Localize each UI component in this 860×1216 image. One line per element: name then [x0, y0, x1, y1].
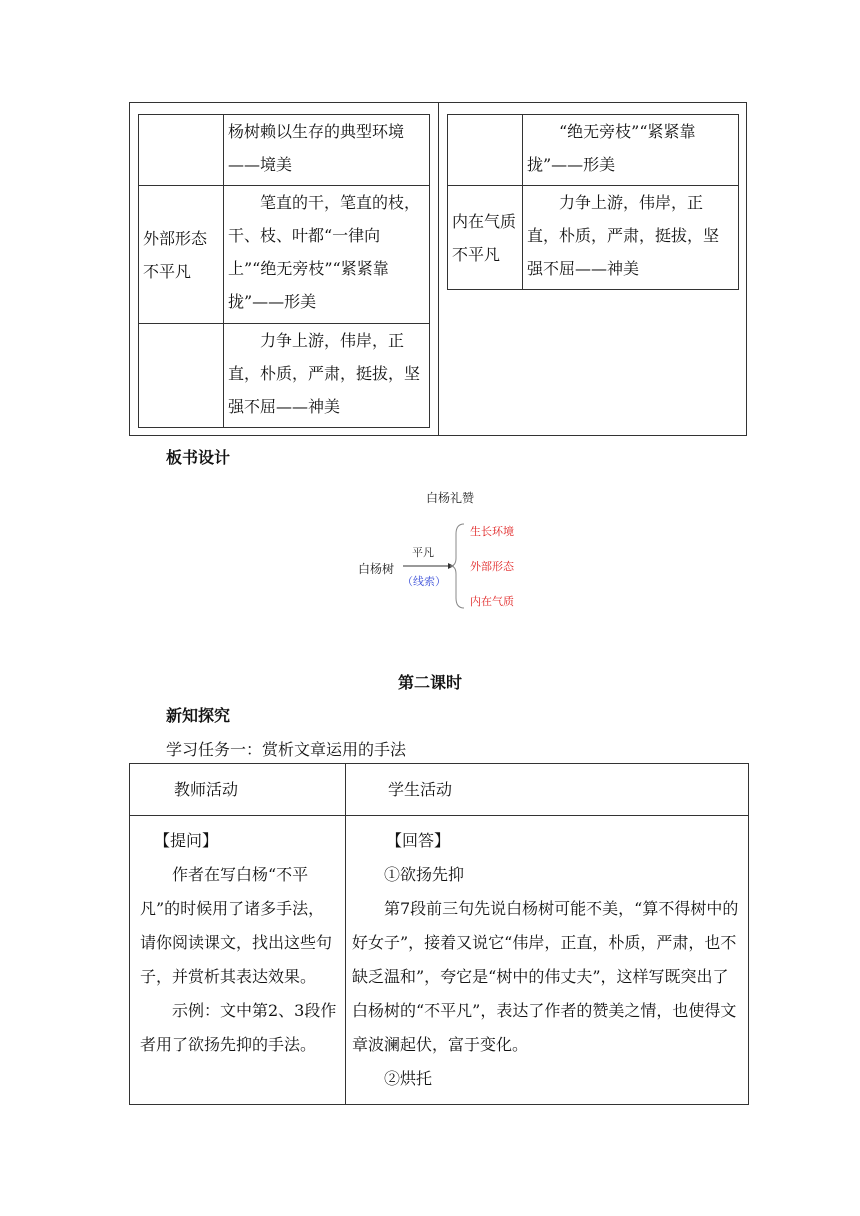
lesson-title: 第二课时 — [397, 673, 462, 692]
table-row — [130, 816, 749, 1105]
student-tag: 【回答】 — [386, 831, 451, 850]
table-header-row — [130, 764, 749, 816]
teacher-cell — [130, 816, 346, 1105]
student-item-1: ①欲扬先抑 — [384, 865, 465, 884]
row-content: “绝无旁枝”“紧紧靠拢”——形美 — [523, 115, 739, 186]
table-row — [448, 115, 739, 186]
teacher-example: 示例：文中第2、3段作者用了欲扬先抑的手法。 — [140, 1001, 337, 1054]
student-cell — [346, 816, 749, 1105]
board-root: 白杨树 — [358, 562, 395, 576]
row-content: 笔直的干，笔直的枝，干、枝、叶都“一律向上”“绝无旁枝”“紧紧靠拢”——形美 — [224, 186, 430, 324]
right-inner-table — [447, 114, 739, 290]
teacher-question: 作者在写白杨“不平凡”的时候用了诸多手法，请你阅读课文，找出这些句子，并赏析其表达效果。 — [140, 865, 333, 986]
arrow-top-label: 平凡 — [412, 546, 434, 559]
row-label: 内在气质不平凡 — [448, 186, 523, 290]
teacher-tag: 【提问】 — [154, 831, 219, 850]
table-row — [139, 186, 430, 324]
student-paragraph-1: 第7段前三句先说白杨树可能不美，“算不得树中的好女子”，接着又说它“伟岸，正直，朴质，严肃，也不缺乏温和”，夸它是“树中的伟丈夫”，这样写既突出了白杨树的“不平凡”，表达了作者的赞美之情，也使得文章波澜起伏，富于变化。 — [352, 899, 739, 1054]
top-table-frame — [129, 102, 747, 436]
student-item-2: ②烘托 — [384, 1069, 433, 1088]
arrow-bottom-label: （线索） — [402, 575, 446, 588]
activity-table — [129, 763, 749, 1105]
col-header-student: 学生活动 — [346, 764, 749, 816]
row-content: 力争上游，伟岸，正直，朴质，严肃，挺拔，坚强不屈——神美 — [224, 324, 430, 428]
board-diagram — [340, 480, 560, 615]
branch-label: 外部形态 — [470, 560, 514, 573]
row-content: 力争上游，伟岸，正直，朴质，严肃，挺拔，坚强不屈——神美 — [523, 186, 739, 290]
col-header-teacher: 教师活动 — [130, 764, 346, 816]
branch-label: 内在气质 — [470, 595, 514, 608]
top-table-divider — [438, 103, 439, 435]
task-title: 学习任务一：赏析文章运用的手法 — [166, 740, 407, 759]
row-content: 杨树赖以生存的典型环境——境美 — [224, 115, 430, 186]
row-label: 外部形态不平凡 — [139, 186, 224, 324]
brace — [450, 524, 464, 608]
row-label — [139, 115, 224, 186]
row-label — [448, 115, 523, 186]
branch-label: 生长环境 — [470, 525, 514, 538]
board-heading: 板书设计 — [166, 448, 231, 467]
table-row — [139, 324, 430, 428]
left-inner-table — [138, 114, 430, 428]
table-row — [139, 115, 430, 186]
table-row — [448, 186, 739, 290]
row-label — [139, 324, 224, 428]
board-title: 白杨礼赞 — [425, 491, 475, 505]
section-heading: 新知探究 — [166, 706, 231, 725]
